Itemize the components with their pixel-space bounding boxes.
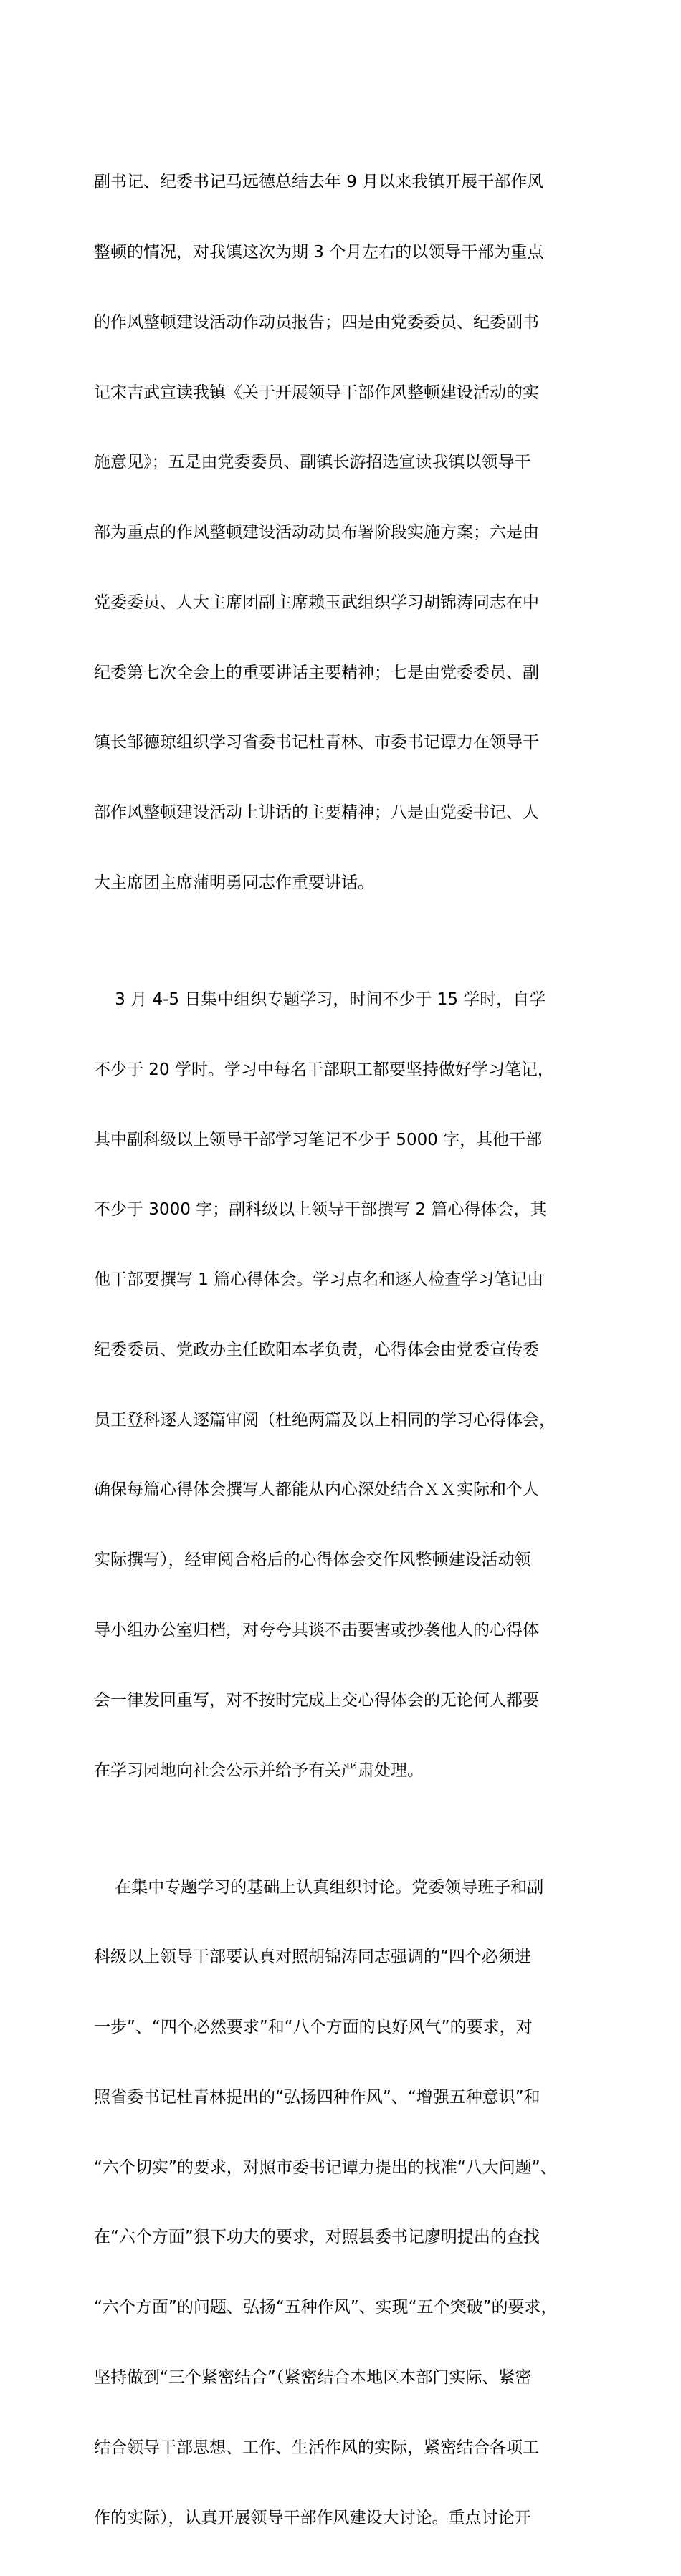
paragraph-2 xyxy=(94,942,596,1829)
text-line: 他干部要撰写 1 篇心得体会。学习点名和逐人检查学习笔记由 xyxy=(94,1270,544,1290)
text-line: 员王登科逐人逐篇审阅（杜绝两篇及以上相同的学习心得体会， xyxy=(94,1410,556,1430)
body-text xyxy=(94,124,596,2576)
text-line: 作的实际），认真开展领导干部作风建设大讨论。重点讨论开 xyxy=(94,2508,531,2527)
text-line: 施意见》；五是由党委委员、副镇长游招选宣读我镇以领导干 xyxy=(94,453,531,472)
text-line: 其中副科级以上领导干部学习笔记不少于 5000 字，其他干部 xyxy=(94,1130,543,1149)
text-line: 大主席团主席蒲明勇同志作重要讲话。 xyxy=(94,873,374,892)
text-line: 记宋吉武宣读我镇《关于开展领导干部作风整顿建设活动的实 xyxy=(94,383,539,402)
text-line: 党委委员、人大主席团副主席赖玉武组织学习胡锦涛同志在中 xyxy=(94,593,539,612)
text-line: 在集中专题学习的基础上认真组织讨论。党委领导班子和副 xyxy=(94,1877,544,1897)
text-line: 确保每篇心得体会撰写人都能从内心深处结合ＸＸ实际和个人 xyxy=(94,1480,539,1500)
text-line: 纪委委员、党政办主任欧阳本孝负责，心得体会由党委宣传委 xyxy=(94,1340,539,1359)
text-line: “六个切实”的要求，对照市委书记谭力提出的找准“八大问题”、 xyxy=(94,2158,557,2177)
text-line: 一步”、“四个必然要求”和“八个方面的良好风气”的要求，对 xyxy=(94,2018,533,2037)
text-line: 3 月 4-5 日集中组织专题学习，时间不少于 15 学时，自学 xyxy=(94,990,546,1009)
text-line: 不少于 20 学时。学习中每名干部职工都要坚持做好学习笔记， xyxy=(94,1060,554,1079)
text-line: “六个方面”的问题、弘扬“五种作风”、实现“五个突破”的要求， xyxy=(94,2298,558,2317)
text-line: 坚持做到“三个紧密结合”（紧密结合本地区本部门实际、紧密 xyxy=(94,2368,532,2387)
text-line: 副书记、纪委书记马远德总结去年 9 月以来我镇开展干部作风 xyxy=(94,173,544,192)
text-line: 会一律发回重写，对不按时完成上交心得体会的无论何人都要 xyxy=(94,1690,539,1710)
text-line: 在“六个方面”狠下功夫的要求，对照县委书记廖明提出的查找 xyxy=(94,2228,540,2247)
text-line: 实际撰写），经审阅合格后的心得体会交作风整顿建设活动领 xyxy=(94,1551,531,1570)
text-line: 在学习园地向社会公示并给予有关严肃处理。 xyxy=(94,1761,424,1780)
text-line: 纪委第七次全会上的重要讲话主要精神；七是由党委委员、副 xyxy=(94,663,539,682)
text-line: 不少于 3000 字；副科级以上领导干部撰写 2 篇心得体会，其 xyxy=(94,1200,547,1220)
text-line: 整顿的情况，对我镇这次为期 3 个月左右的以领导干部为重点 xyxy=(94,242,544,262)
text-line: 部作风整顿建设活动上讲话的主要精神；八是由党委书记、人 xyxy=(94,803,539,823)
text-line: 的作风整顿建设活动作动员报告；四是由党委委员、纪委副书 xyxy=(94,312,539,332)
text-line: 部为重点的作风整顿建设活动动员布署阶段实施方案；六是由 xyxy=(94,523,539,542)
text-line: 科级以上领导干部要认真对照胡锦涛同志强调的“四个必须进 xyxy=(94,1948,531,1967)
text-line: 镇长邹德琼组织学习省委书记杜青林、市委书记谭力在领导干 xyxy=(94,733,539,752)
paragraph-1 xyxy=(94,124,596,942)
paragraph-3 xyxy=(94,1829,596,2576)
text-line: 照省委书记杜青林提出的“弘扬四种作风”、“增强五种意识”和 xyxy=(94,2087,540,2107)
text-line: 结合领导干部思想、工作、生活作风的实际，紧密结合各项工 xyxy=(94,2438,539,2457)
text-line: 导小组办公室归档，对夸夸其谈不击要害或抄袭他人的心得体 xyxy=(94,1621,539,1639)
